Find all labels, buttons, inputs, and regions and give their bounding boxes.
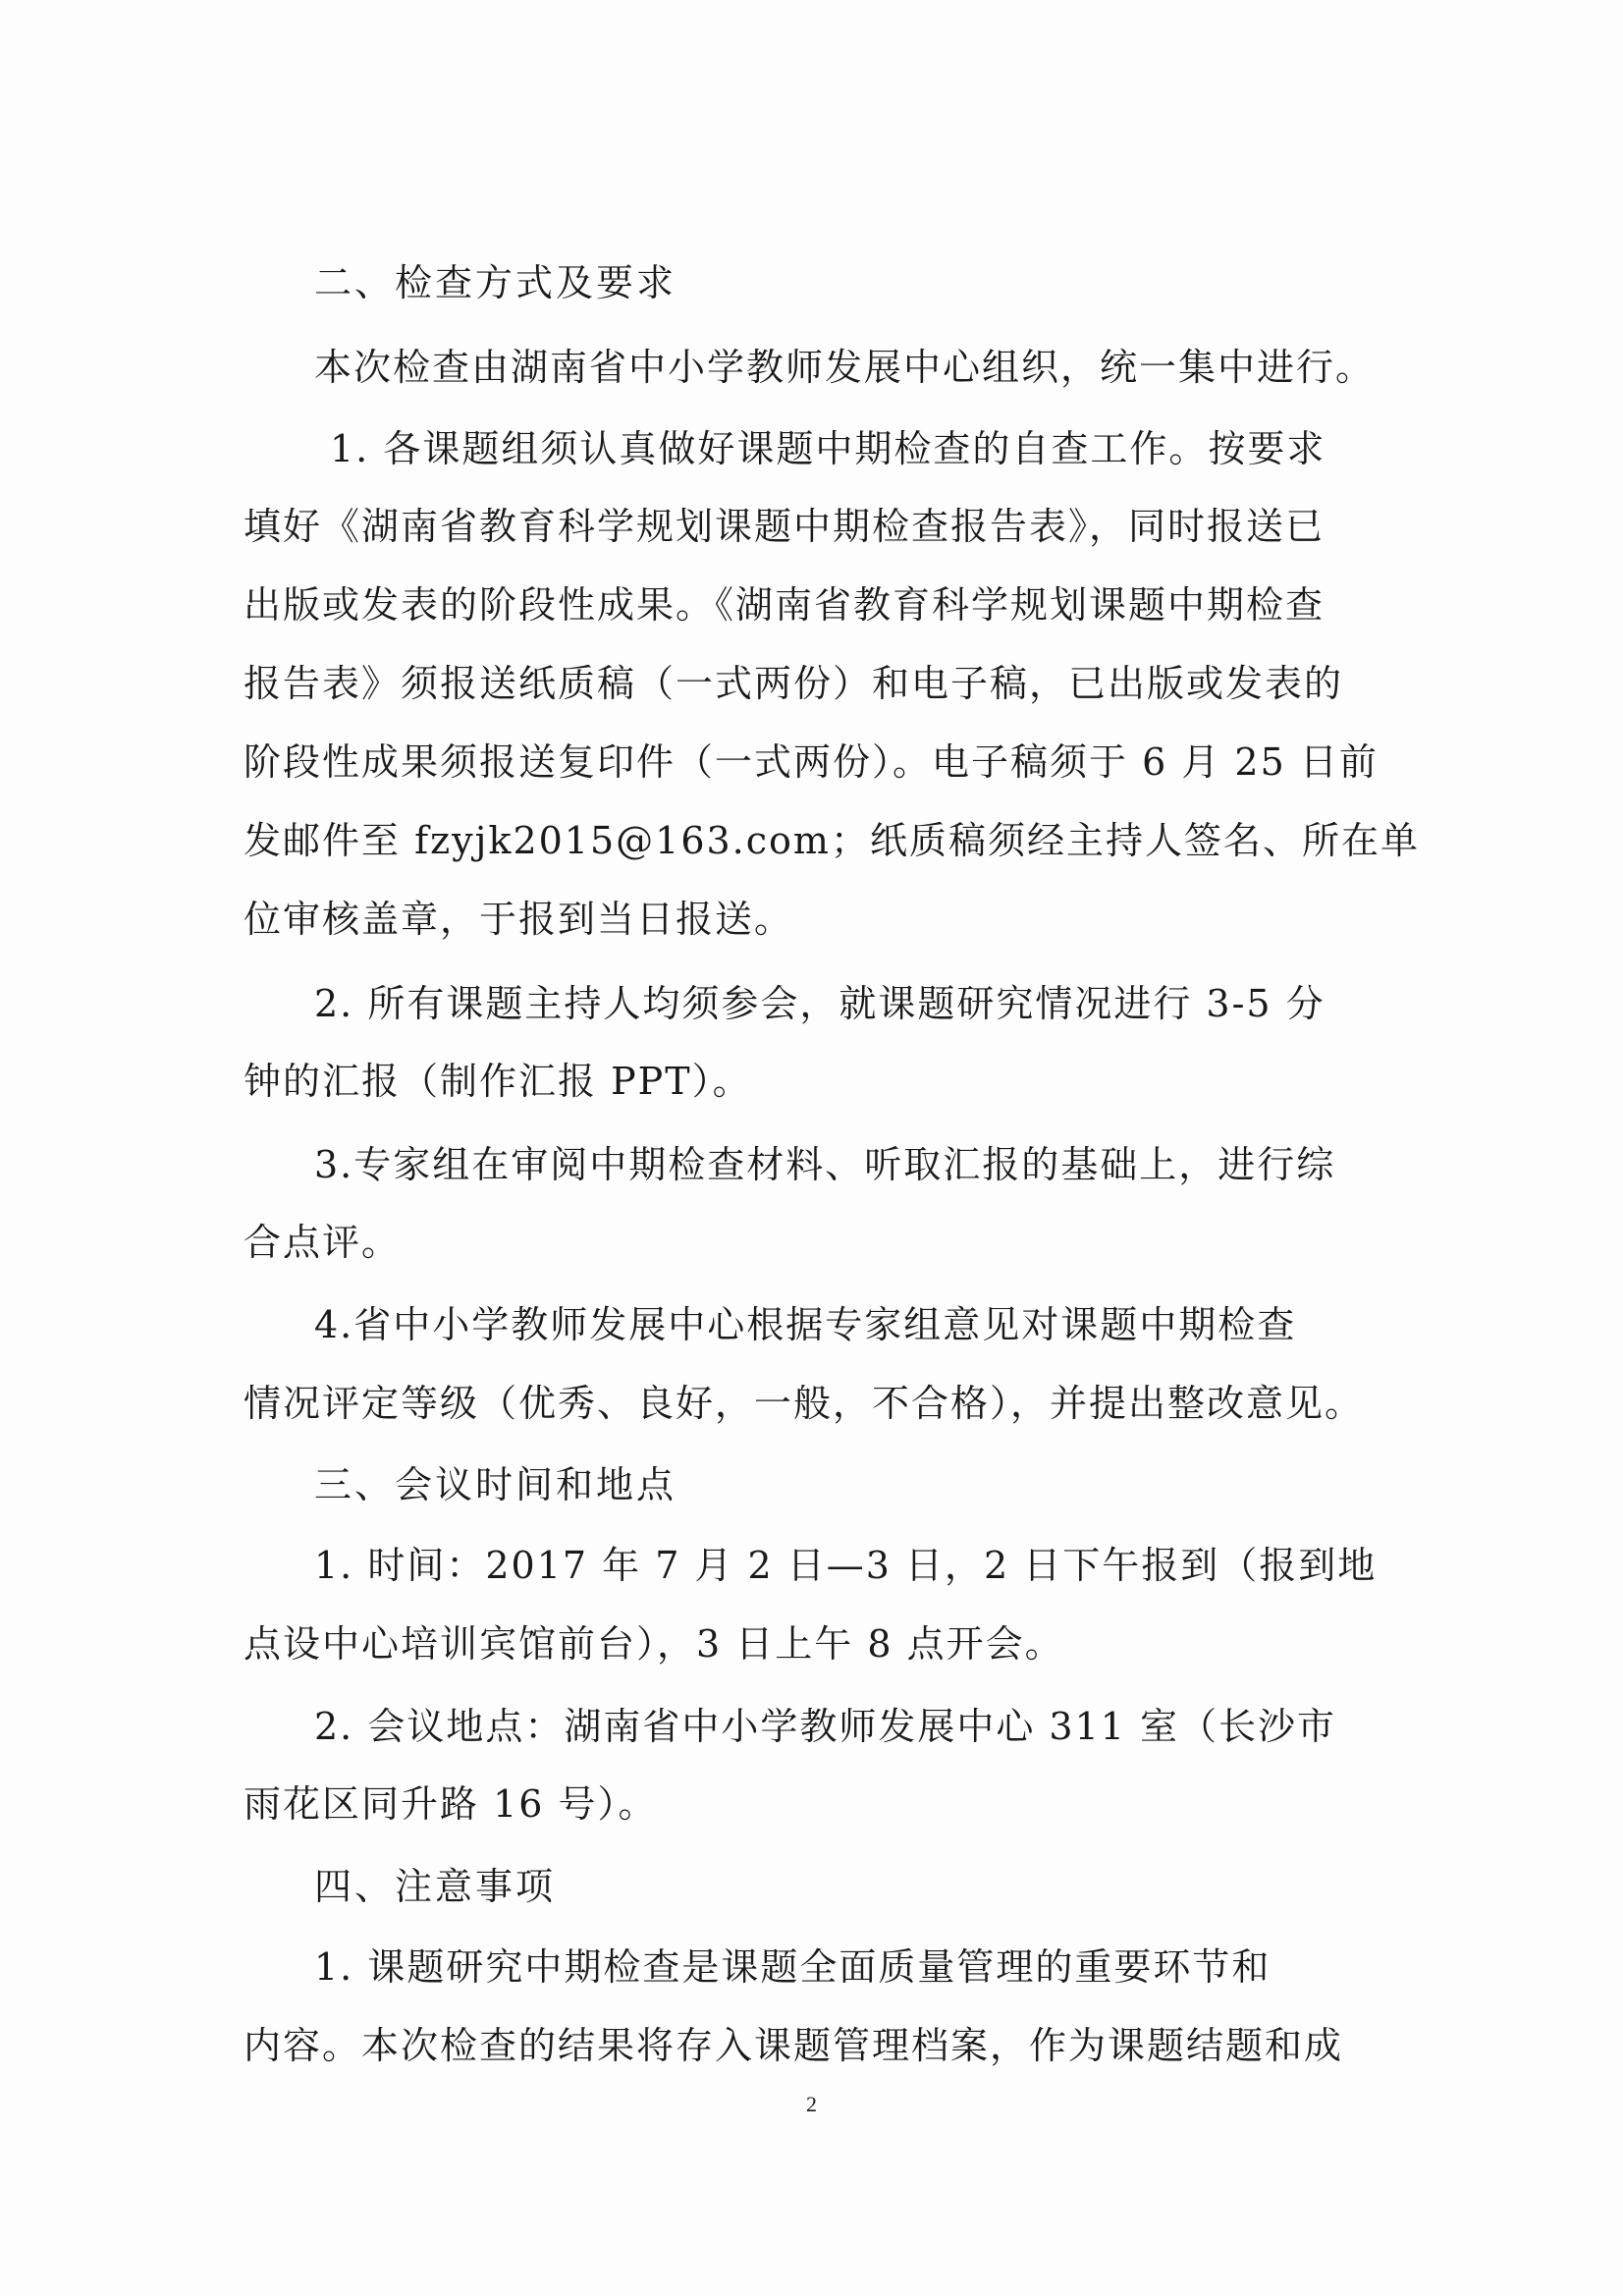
- paragraph-line: 1. 各课题组须认真做好课题中期检查的自查工作。按要求: [330, 427, 1326, 470]
- paragraph-line: 情况评定等级（优秀、良好，一般，不合格），并提出整改意见。: [243, 1382, 1365, 1425]
- section-heading-notes: 四、注意事项: [314, 1865, 557, 1908]
- paragraph-line: 1. 时间：2017 年 7 月 2 日—3 日，2 日下午报到（报到地: [314, 1544, 1378, 1587]
- paragraph-line: 本次检查由湖南省中小学教师发展中心组织，统一集中进行。: [314, 346, 1376, 389]
- paragraph-line: 雨花区同升路 16 号）。: [243, 1782, 658, 1826]
- section-heading-meeting-time-place: 三、会议时间和地点: [314, 1463, 677, 1506]
- paragraph-line: 2. 所有课题主持人均须参会，就课题研究情况进行 3-5 分: [314, 982, 1325, 1025]
- paragraph-line: 钟的汇报（制作汇报 PPT）。: [243, 1060, 752, 1103]
- paragraph-line: 出版或发表的阶段性成果。《湖南省教育科学规划课题中期检查: [243, 583, 1325, 627]
- paragraph-line: 点设中心培训宾馆前台），3 日上午 8 点开会。: [243, 1622, 1064, 1666]
- paragraph-line: 4.省中小学教师发展中心根据专家组意见对课题中期检查: [314, 1303, 1297, 1346]
- paragraph-line: 合点评。: [243, 1221, 402, 1264]
- page-number: 2: [806, 2092, 817, 2116]
- paragraph-line: 3.专家组在审阅中期检查材料、听取汇报的基础上，进行综: [314, 1143, 1336, 1186]
- paragraph-line: 填好《湖南省教育科学规划课题中期检查报告表》，同时报送已: [243, 505, 1325, 548]
- paragraph-line: 位审核盖章，于报到当日报送。: [243, 898, 794, 941]
- section-heading-check-method: 二、检查方式及要求: [314, 261, 677, 304]
- paragraph-line: 内容。本次检查的结果将存入课题管理档案，作为课题结题和成: [243, 2024, 1344, 2067]
- paragraph-line: 1. 课题研究中期检查是课题全面质量管理的重要环节和: [314, 1945, 1271, 1989]
- paragraph-line: 2. 会议地点：湖南省中小学教师发展中心 311 室（长沙市: [314, 1705, 1337, 1748]
- paragraph-line: 报告表》须报送纸质稿（一式两份）和电子稿，已出版或发表的: [243, 662, 1344, 705]
- paragraph-line: 发邮件至 fzyjk2015@163.com；纸质稿须经主持人签名、所在单: [243, 819, 1420, 862]
- paragraph-line: 阶段性成果须报送复印件（一式两份）。电子稿须于 6 月 25 日前: [243, 740, 1379, 784]
